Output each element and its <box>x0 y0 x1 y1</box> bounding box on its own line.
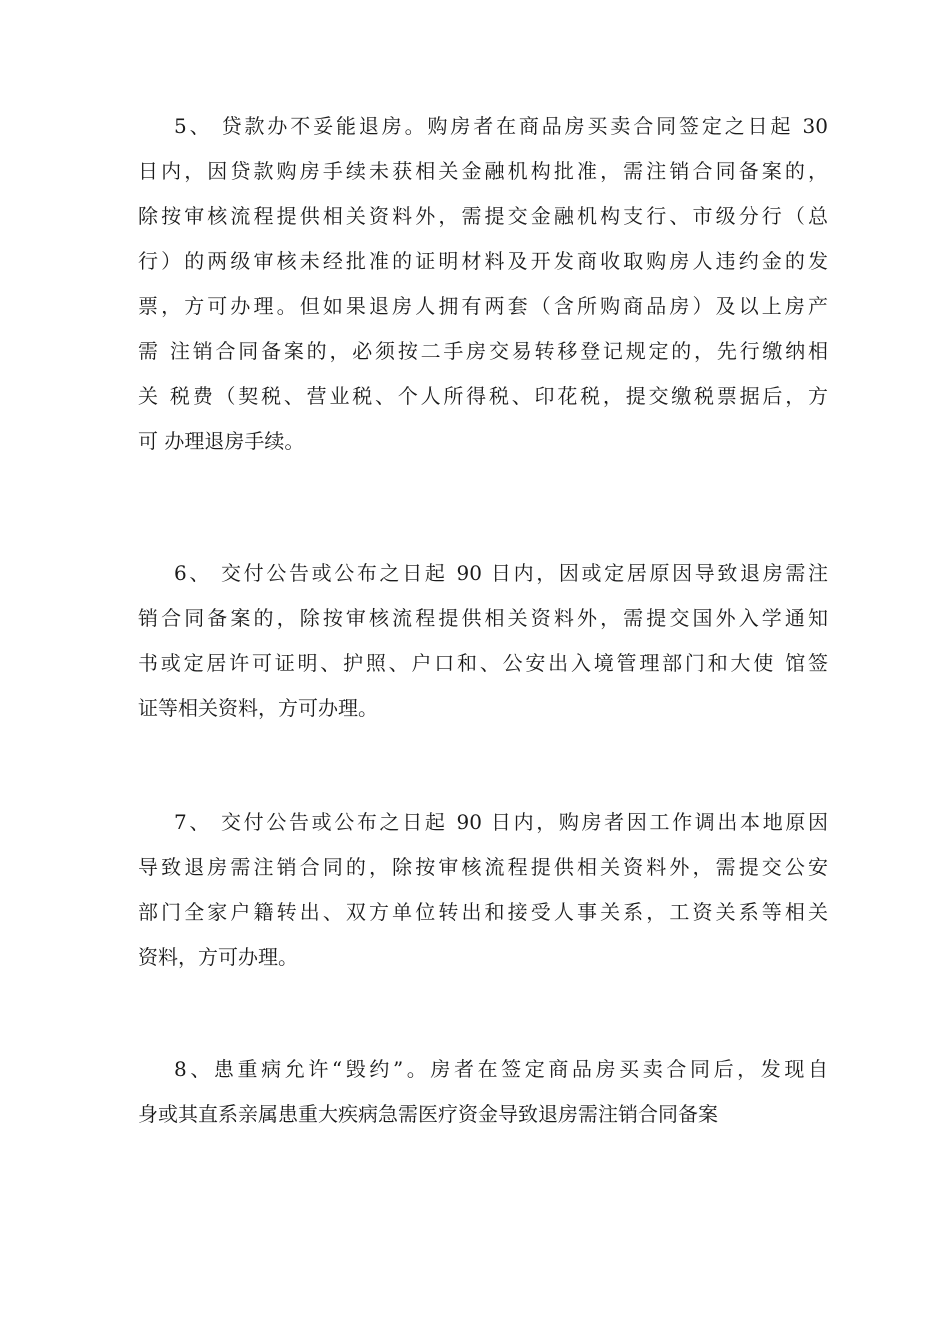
text-line: 资料，方可办理。 <box>138 945 298 969</box>
paragraph-6 <box>138 551 828 731</box>
text-line: 8、患重病允许“毁约”。房者在签定商品房买卖合同后，发现自 <box>174 1057 828 1081</box>
text-line: 可 办理退房手续。 <box>138 429 305 453</box>
text-line: 需 注销合同备案的，必须按二手房交易转移登记规定的，先行缴纳相 <box>138 339 828 363</box>
paragraph-8 <box>138 1047 828 1137</box>
text-line: 证等相关资料，方可办理。 <box>138 696 378 720</box>
text-line: 票，方可办理。但如果退房人拥有两套（含所购商品房）及以上房产 <box>138 294 828 318</box>
text-line: 7、 交付公告或公布之日起 90 日内，购房者因工作调出本地原因 <box>174 810 828 834</box>
text-line: 行）的两级审核未经批准的证明材料及开发商收取购房人违约金的发 <box>138 249 828 273</box>
text-line: 销合同备案的，除按审核流程提供相关资料外，需提交国外入学通知 <box>138 606 828 630</box>
paragraph-5 <box>138 104 828 464</box>
text-line: 日内，因贷款购房手续未获相关金融机构批准，需注销合同备案的， <box>138 159 828 183</box>
text-line: 身或其直系亲属患重大疾病急需医疗资金导致退房需注销合同备案 <box>138 1102 718 1126</box>
text-line: 书或定居许可证明、护照、户口和、公安出入境管理部门和大使 馆签 <box>138 651 828 675</box>
text-line: 部门全家户籍转出、双方单位转出和接受人事关系，工资关系等相关 <box>138 900 828 924</box>
text-line: 6、 交付公告或公布之日起 90 日内，因或定居原因导致退房需注 <box>174 561 828 585</box>
text-line: 关 税费（契税、营业税、个人所得税、印花税，提交缴税票据后，方 <box>138 384 828 408</box>
text-line: 导致退房需注销合同的，除按审核流程提供相关资料外，需提交公安 <box>138 855 828 879</box>
paragraph-7 <box>138 800 828 980</box>
text-line: 5、 贷款办不妥能退房。购房者在商品房买卖合同签定之日起 30 <box>174 114 828 138</box>
text-line: 除按审核流程提供相关资料外，需提交金融机构支行、市级分行（总 <box>138 204 828 228</box>
